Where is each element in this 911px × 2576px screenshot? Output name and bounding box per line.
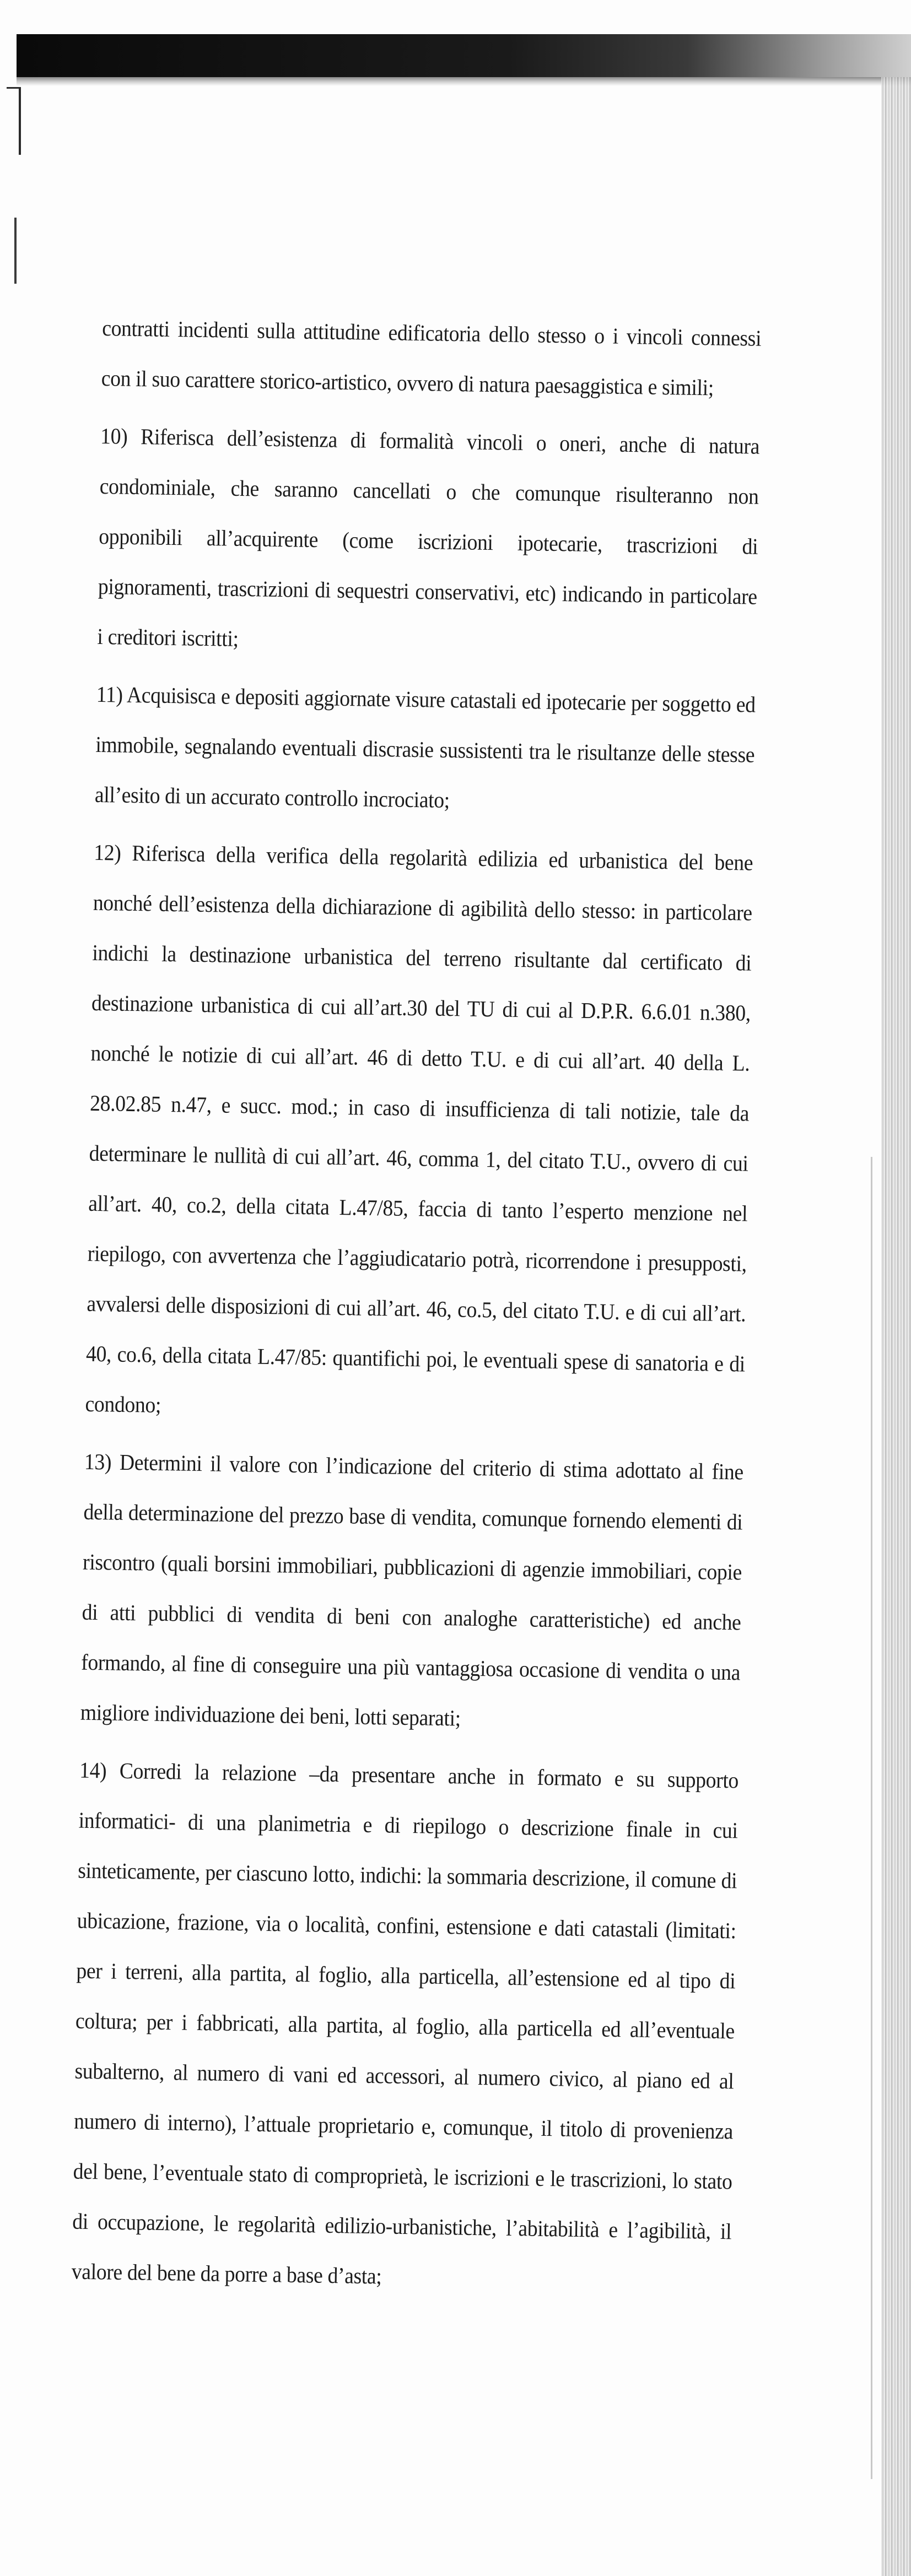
document-body: [67, 303, 762, 2550]
scan-line-right: [871, 1157, 872, 2479]
paragraph-number: 14): [79, 1757, 107, 1783]
scan-shadow-top-edge: [17, 77, 911, 86]
paragraph-text: Riferisca dell’esistenza di formalità vincoli o oneri, anche di natura condominiale, che saranno cancellati o che comunque risulteranno non opponibili all’acquirente (come iscrizioni ipotecarie, trascrizioni di pignoramenti, trascrizioni di sequestri conservativi, etc) indicando in particolare i creditori iscritti;: [97, 424, 760, 651]
binder-mark-top: [7, 87, 21, 155]
paragraph-text: Acquisisca e depositi aggiornate visure catastali ed ipotecarie per soggetto ed immobile, segnalando eventuali discrasie sussistenti tra le risultanze delle stesse all’esito di un accurato controllo incrociato;: [94, 681, 756, 813]
paragraph-text: contratti incidenti sulla attitudine edificatoria dello stesso o i vincoli connessi con il suo carattere storico-artistico, ovvero di natura paesaggistica e simili;: [101, 315, 762, 401]
scan-shadow-top: [17, 34, 911, 77]
paragraph-number: 10): [100, 423, 128, 449]
paragraph-text: Corredi la relazione –da presentare anche in formato e su supporto informatici- di una planimetria e di riepilogo o descrizione finale in cui sinteticamente, per ciascuno lotto, indichi: la sommaria descrizione, il comune di ubicazione, frazione, via o località, confini, estensione e dati catastali (limitati: per i terreni, alla partita, al foglio, alla particella, all’estensione ed al tipo di coltura; per i fabbricati, alla partita, al foglio, alla particella ed all’eventuale subalterno, al numero di vani ed accessori, al numero civico, al piano ed al numero di interno), l’attuale proprietario e, comunque, il titolo di provenienza del bene, l’eventuale stato di comproprietà, le iscrizioni e le trascrizioni, lo stato di occupazione, le regolarità edilizio-urbanistiche, l’abitabilità e l’agibilità, il valore del bene da porre a base d’asta;: [71, 1757, 739, 2289]
paragraph-text: Determini il valore con l’indicazione del criterio di stima adottato al fine della determinazione del prezzo base di vendita, comunque fornendo elementi di riscontro (quali borsini immobiliari, pubblicazioni di agenzie immobiliari, copie di atti pubblici di vendita di beni con analoghe caratteristiche) ed anche formando, al fine di conseguire una più vantaggiosa occasione di vendita o una migliore individuazione dei beni, lotti separati;: [80, 1449, 744, 1731]
paragraph-number: 12): [93, 839, 121, 865]
paragraph-number: 11): [96, 681, 123, 707]
paragraph-text: Riferisca della verifica della regolarità edilizia ed urbanistica del bene nonché dell’esistenza della dichiarazione di agibilità dello stesso: in particolare indichi la destinazione urbanistica del terreno risultante dal certificato di destinazione urbanistica di cui all’art.30 del TU di cui al D.P.R. 6.6.01 n.380, nonché le notizie di cui all’art. 46 di detto T.U. e di cui all’art. 40 della L. 28.02.85 n.47, e succ. mod.; in caso di insufficienza di tali notizie, tale da determinare le nullità di cui all’art. 46, comma 1, del citato T.U., ovvero di cui all’art. 40, co.2, della citata L.47/85, faccia di tanto l’esperto menzione nel riepilogo, con avvertenza che l’aggiudicatario potrà, ricorrendone i presupposti, avvalersi delle disposizioni di cui all’art. 46, co.5, del citato T.U. e di cui all’art. 40, co.6, della citata L.47/85: quantifichi poi, le eventuali spese di sanatoria e di condono;: [85, 840, 753, 1417]
paragraph-item-10: [97, 411, 760, 672]
paragraph-number: 13): [84, 1448, 112, 1475]
binder-mark-middle: [14, 218, 17, 284]
scan-shadow-right: [881, 77, 911, 2576]
paragraph-item-12: [85, 827, 753, 1439]
paragraph-item-14: [71, 1745, 739, 2307]
paragraph-continuation: [101, 303, 762, 414]
paragraph-item-11: [94, 669, 756, 830]
paragraph-item-13: [80, 1437, 743, 1748]
